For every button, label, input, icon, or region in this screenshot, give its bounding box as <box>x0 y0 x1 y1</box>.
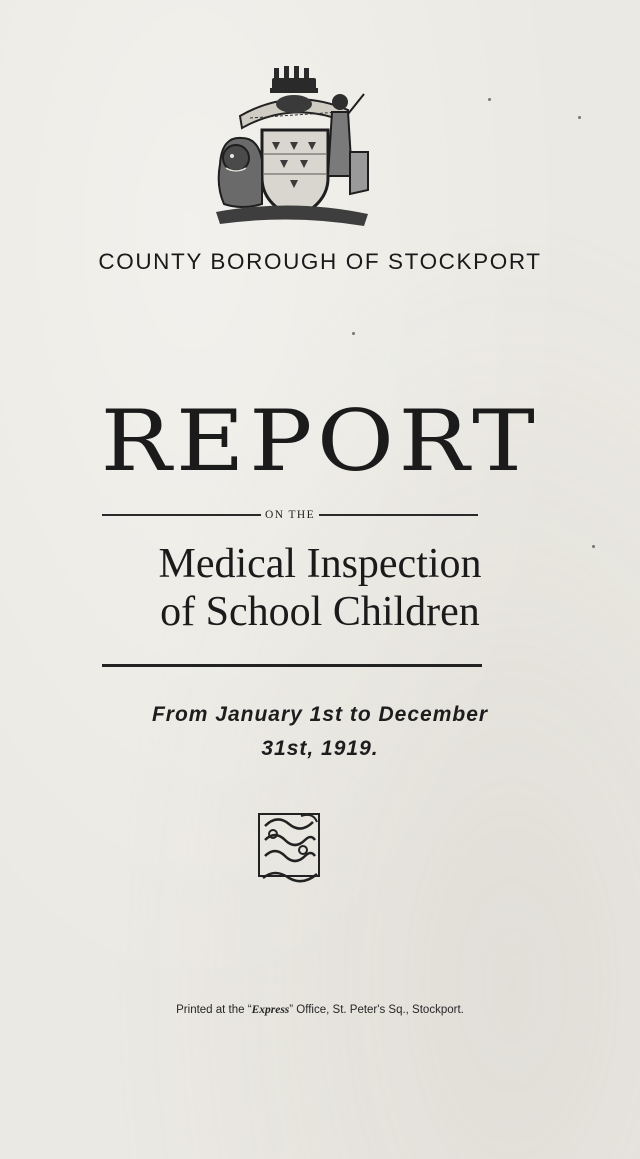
press-name: Express <box>251 1004 290 1016</box>
report-period <box>0 698 640 766</box>
period-line-1: From January 1st to December <box>151 703 489 726</box>
paper-speck <box>578 116 581 119</box>
period-line-2: 31st, 1919. <box>261 737 379 760</box>
coat-of-arms-icon <box>212 64 372 228</box>
imprint-suffix: ” Office, St. Peter's Sq., Stockport. <box>289 1004 464 1016</box>
report-title: REPORT <box>100 392 540 490</box>
divider-rule-right <box>319 514 478 516</box>
report-subject <box>0 540 640 636</box>
borough-name: COUNTY BOROUGH OF STOCKPORT <box>98 249 542 274</box>
divider-rule-left <box>102 514 261 516</box>
on-the-label: ON THE <box>264 509 316 521</box>
paper-speck <box>592 545 595 548</box>
thick-rule <box>102 664 482 667</box>
subject-line-2: of School Children <box>160 589 480 635</box>
imprint-prefix: Printed at the “ <box>176 1004 252 1016</box>
on-the-divider <box>102 505 478 525</box>
paper-speck <box>352 332 355 335</box>
ornament-icon <box>255 810 323 884</box>
printer-imprint <box>0 1004 640 1016</box>
paper-speck <box>488 98 491 101</box>
subject-line-1: Medical Inspection <box>158 541 482 587</box>
